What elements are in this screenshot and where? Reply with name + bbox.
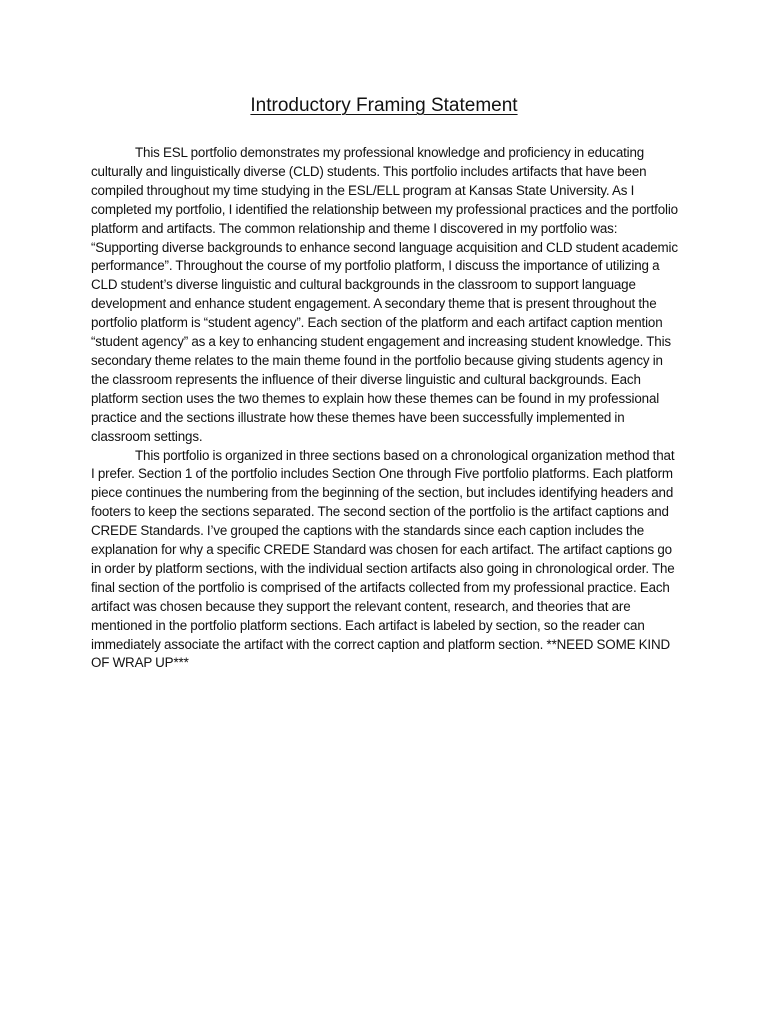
document-body [91, 144, 681, 673]
page-title [0, 93, 768, 119]
paragraph-1: This ESL portfolio demonstrates my professional knowledge and proficiency in educating culturally and linguistically diverse (CLD) students. This portfolio includes artifacts that have been compiled throughout my time studying in the ESL/ELL program at Kansas State University. As I completed my portfolio, I identified the relationship between my professional practices and the portfolio platform and artifacts. The common relationship and theme I discovered in my portfolio was: “Supporting diverse backgrounds to enhance second language acquisition and CLD student academic performance”. Throughout the course of my portfolio platform, I discuss the importance of utilizing a CLD student’s diverse linguistic and cultural backgrounds in the classroom to support language development and enhance student engagement. A secondary theme that is present throughout the portfolio platform is “student agency”. Each section of the platform and each artifact caption mention “student agency” as a key to enhancing student engagement and increasing student knowledge. This secondary theme relates to the main theme found in the portfolio because giving students agency in the classroom represents the influence of their diverse linguistic and cultural backgrounds. Each platform section uses the two themes to explain how these themes can be found in my professional practice and the sections illustrate how these themes have been successfully implemented in classroom settings. [91, 145, 678, 444]
page-title-text: Introductory Framing Statement [250, 95, 518, 116]
paragraph-2: This portfolio is organized in three sections based on a chronological organization method that I prefer. Section 1 of the portfolio includes Section One through Five portfolio platforms. Each platform piece continues the numbering from the beginning of the section, but includes identifying headers and footers to keep the sections separated. The second section of the portfolio is the artifact captions and CREDE Standards. I’ve grouped the captions with the standards since each caption includes the explanation for why a specific CREDE Standard was chosen for each artifact. The artifact captions go in order by platform sections, with the individual section artifacts also going in chronological order. The final section of the portfolio is comprised of the artifacts collected from my professional practice. Each artifact was chosen because they support the relevant content, research, and theories that are mentioned in the portfolio platform sections. Each artifact is labeled by section, so the reader can immediately associate the artifact with the correct caption and platform section. **NEED SOME KIND OF WRAP UP*** [91, 447, 675, 671]
